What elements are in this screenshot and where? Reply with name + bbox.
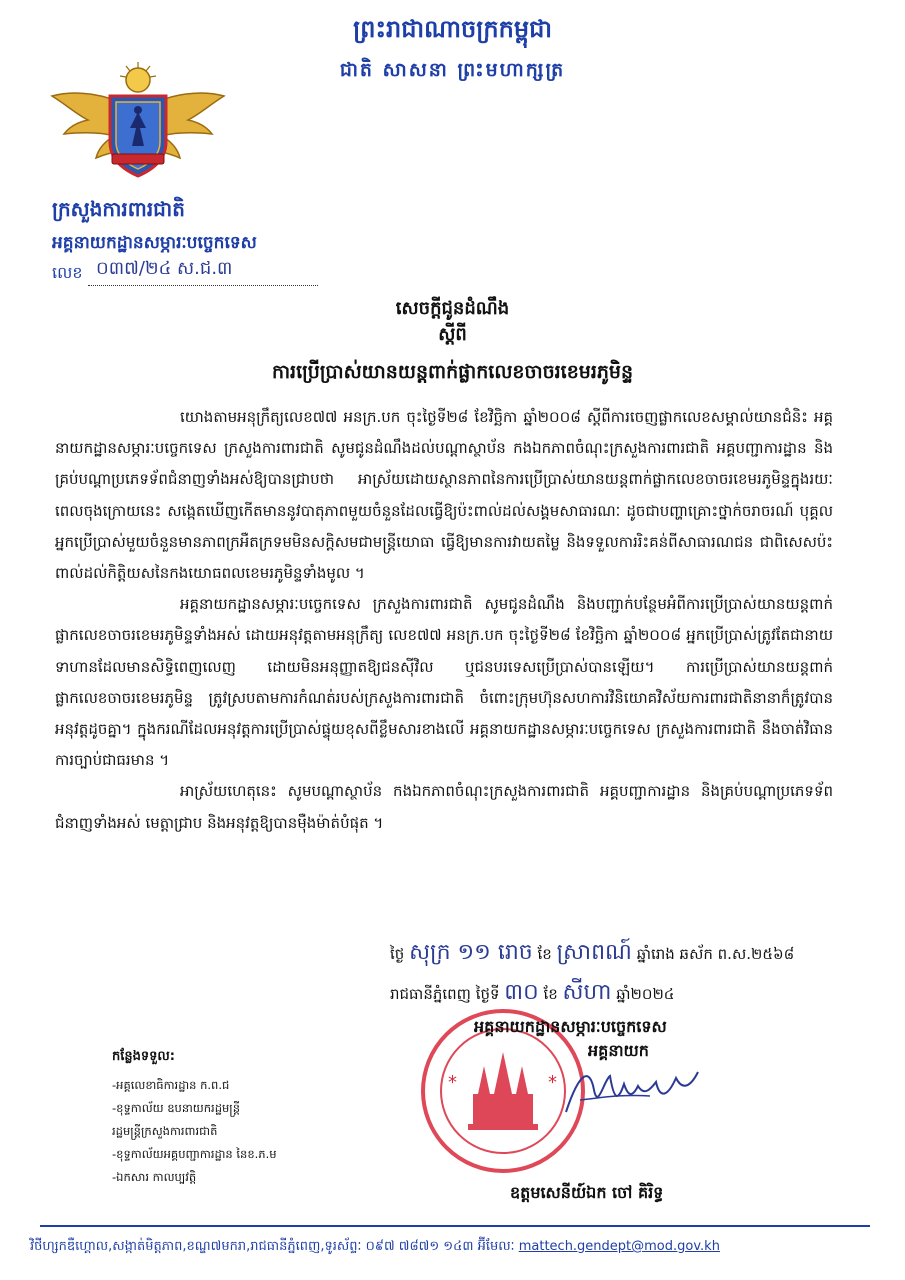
lunar-day-label: ថ្ងៃ — [390, 945, 405, 963]
footer-email-link[interactable]: mattech.gendept@mod.gov.kh — [518, 1239, 720, 1254]
lunar-month-label: ខែ — [537, 945, 552, 963]
lunar-month-handwritten: ស្រាពណ៍ — [556, 940, 632, 965]
solar-month-label: ខែ — [543, 985, 558, 1003]
signatory-name: ឧត្តមសេនីយ៍ឯក ចៅ គិរិទ្ធ — [510, 1183, 664, 1202]
reference-number: ០៣៧/២៤ ស.ជ.៣ — [96, 258, 233, 279]
lunar-date-line — [390, 938, 794, 970]
document-subject: ការប្រើប្រាស់យានយន្តពាក់ផ្លាកលេខចាចរខេមរភូមិន្ទ — [271, 361, 634, 383]
solar-month-handwritten: សីហា — [562, 980, 612, 1005]
body-paragraph-1: យោងតាមអនុក្រឹត្យលេខ៧៧ អនក្រ.បក ចុះថ្ងៃទី២៨ ខែវិច្ឆិកា ឆ្នាំ២០០៨ ស្តីពីការចេញផ្លាកលេខសម្គាល់យានជំនិះ អគ្គនាយកដ្ឋានសម្ភារៈបច្ចេកទេស ក្រសួងការពារជាតិ សូមជូនដំណឹងដល់បណ្តាស្ថាប័ន កងឯកភាពចំណុះក្រសួងការពារជាតិ អគ្គបញ្ជាការដ្ឋាន និងគ្រប់បណ្តាប្រភេទទ័ពជំនាញទាំងអស់ឱ្យបានជ្រាបថា អាស្រ័យដោយស្ថានភាពនៃការប្រើប្រាស់យានយន្តពាក់ផ្លាកលេខចាចរខេមរភូមិន្ទក្នុងរយៈពេលចុងក្រោយនេះ សង្កេតឃើញកើតមាននូវបាតុភាពមួយចំនួនដែលធ្វើឱ្យប៉ះពាល់ដល់សង្គមសាធារណៈ ដូចជាបញ្ហាគ្រោះថ្នាក់ចរាចរណ៍ បុគ្គលអ្នកប្រើប្រាស់មួយចំនួនមានភាពក្រអឺតក្រទមមិនសក្តិសមជាមន្ត្រីយោធា ធ្វើឱ្យមានការវាយតម្លៃ និងទទួលការរិះគន់ពីសាធារណជន ជាពិសេសប៉ះពាល់ដល់កិត្តិយសនៃកងយោធពលខេមរភូមិន្ទទាំងមូល ។ — [55, 408, 833, 583]
solar-year: ឆ្នាំ២០២៤ — [616, 985, 675, 1003]
footer-divider — [40, 1225, 870, 1227]
signature-role: អគ្គនាយក — [588, 1041, 649, 1060]
footer-contact — [30, 1238, 720, 1257]
national-motto: ជាតិ សាសនា ព្រះមហាក្សត្រ — [339, 59, 566, 81]
lunar-year: ឆ្នាំរោង ឆស័ក ព.ស.២៥៦៨ — [636, 945, 795, 963]
body-paragraph-2: អគ្គនាយកដ្ឋានសម្ភារៈបច្ចេកទេស ក្រសួងការពារជាតិ សូមជូនដំណឹង និងបញ្ជាក់បន្ថែមអំពីការប្រើប្រាស់យានយន្តពាក់ផ្លាកលេខចាចរខេមរភូមិន្ទទាំងអស់ ដោយអនុវត្តតាមអនុក្រឹត្យ លេខ៧៧ អនក្រ.បក ចុះថ្ងៃទី២៨ ខែវិច្ឆិកា ឆ្នាំ២០០៨ អ្នកប្រើប្រាស់ត្រូវតែជានាយទាហានដែលមានសិទ្ធិពេញលេញ ដោយមិនអនុញ្ញាតឱ្យជនស៊ីវិល ឬជនបរទេសប្រើប្រាស់បានឡើយ។ ការប្រើប្រាស់យានយន្តពាក់ផ្លាកលេខចាចរខេមរភូមិន្ទ ត្រូវស្របតាមការកំណត់របស់ក្រសួងការពារជាតិ ចំពោះក្រុមហ៊ុនសហការវិនិយោគវិស័យការពារជាតិនានាក៏ត្រូវបានអនុវត្តដូចគ្នា។ ក្នុងករណីដែលអនុវត្តការប្រើប្រាស់ផ្ទុយខុសពីខ្លឹមសារខាងលើ អគ្គនាយកដ្ឋានសម្ភារៈបច្ចេកទេស ក្រសួងការពារជាតិ នឹងចាត់វិធានការច្បាប់ជាធរមាន ។ — [55, 595, 833, 770]
solar-day-handwritten: ៣០ — [504, 980, 539, 1005]
recipients-title: កន្លែងទទួល: — [112, 1049, 175, 1064]
signature-department: អគ្គនាយកដ្ឋានសម្ភារៈបច្ចេកទេស — [474, 1017, 667, 1036]
place-date-label: រាជធានីភ្នំពេញ ថ្ងៃទី — [390, 985, 500, 1003]
kingdom-heading: ព្រះរាជាណាចក្រកម្ពុជា — [353, 15, 552, 43]
recipient-item: -អគ្គលេខាធិការដ្ឋាន ក.ព.ជ — [112, 1078, 230, 1092]
document-title: សេចក្តីជូនដំណឹង — [395, 298, 510, 319]
reference-dotted-line — [88, 285, 318, 286]
lunar-day-handwritten: សុក្រ ១១ រោច — [409, 940, 533, 965]
reference-label: លេខ — [52, 263, 83, 282]
recipient-item: រដ្ឋមន្ត្រីក្រសួងការពារជាតិ — [112, 1124, 218, 1138]
document-title-about: ស្តីពី — [438, 324, 467, 345]
document-body — [55, 402, 833, 839]
svg-text:*: * — [448, 1072, 457, 1093]
recipient-item: -ខុទ្ទកាល័យអគ្គបញ្ជាការដ្ឋាន នៃខ.ភ.ម — [112, 1147, 277, 1161]
ministry-emblem-logo — [48, 62, 228, 180]
recipient-item: -ឯកសារ កាលប្បវត្តិ — [112, 1170, 197, 1184]
body-paragraph-3: អាស្រ័យហេតុនេះ សូមបណ្តាស្ថាប័ន កងឯកភាពចំណុះក្រសួងការពារជាតិ អគ្គបញ្ជាការដ្ឋាន និងគ្រប់បណ្តាប្រភេទទ័ពជំនាញទាំងអស់ មេត្តាជ្រាប និងអនុវត្តឱ្យបានម៉ឺងម៉ាត់បំផុត ។ — [55, 782, 833, 832]
ministry-name: ក្រសួងការពារជាតិ — [52, 197, 185, 221]
handwritten-signature — [560, 1060, 720, 1120]
recipient-item: -ខុទ្ទកាល័យ ឧបនាយករដ្ឋមន្ត្រី — [112, 1101, 241, 1115]
svg-text:*: * — [548, 1072, 557, 1093]
department-name: អគ្គនាយកដ្ឋានសម្ភារៈបច្ចេកទេស — [52, 233, 257, 253]
recipients-list — [112, 1074, 277, 1189]
footer-address: វិថីហ្សកឌឺហ្គោល,សង្កាត់មិត្តភាព,ខណ្ឌ៧មករា,រាជធានីភ្នំពេញ,ទូរស័ព្ទៈ ០៩៧ ៧៨៧១ ១៤៣ អ៊ីមែលៈ — [30, 1239, 515, 1254]
